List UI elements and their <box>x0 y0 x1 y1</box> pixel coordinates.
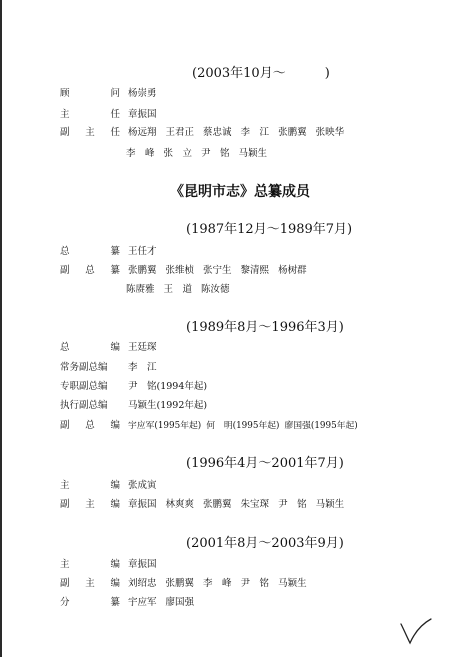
handwritten-check-mark <box>398 616 434 646</box>
role-label: 总 编 <box>60 342 120 353</box>
name-list: 张成寅 <box>128 480 157 491</box>
role-label: 副 主 任 <box>60 127 120 138</box>
name-list: 尹 铭(1994年起) <box>128 381 208 392</box>
name-list: 宇应军(1995年起) 何 明(1995年起) 廖国强(1995年起) <box>128 421 358 431</box>
role-label: 分 纂 <box>60 597 120 608</box>
role-label: 主 编 <box>60 480 120 491</box>
role-label: 副 总 纂 <box>60 265 120 276</box>
role-label: 主 任 <box>60 109 120 120</box>
role-label: 副 总 编 <box>60 420 120 431</box>
role-label: 专职副总编 <box>60 381 108 392</box>
page-edge <box>0 0 2 657</box>
name-list-continued: 李 峰 张 立 尹 铭 马颖生 <box>126 148 268 159</box>
period-1996-2001: (1996年4月～2001年7月) <box>186 456 344 471</box>
role-label: 顾 问 <box>60 88 120 99</box>
name-list: 杨崇勇 <box>128 88 157 99</box>
name-list: 章振国 <box>128 109 157 120</box>
role-label: 副 主 编 <box>60 578 120 589</box>
name-list: 李 江 <box>128 362 157 373</box>
committee-title: 《昆明市志》总纂成员 <box>170 184 310 200</box>
name-list: 宇应军 廖国强 <box>128 597 195 608</box>
name-list: 张鹏翼 张维桢 张宁生 黎清熙 杨树群 <box>128 265 307 276</box>
period-1989-1996: (1989年8月～1996年3月) <box>186 320 344 335</box>
role-label: 主 编 <box>60 559 120 570</box>
period-2001-2003: (2001年8月～2003年9月) <box>186 536 344 551</box>
name-list: 王任才 <box>128 246 157 257</box>
name-list: 刘绍忠 张鹏翼 李 峰 尹 铭 马颖生 <box>128 578 307 589</box>
role-label: 副 主 编 <box>60 499 120 510</box>
period-current: (2003年10月～ ) <box>192 66 330 81</box>
name-list: 章振国 <box>128 559 157 570</box>
period-1987-1989: (1987年12月～1989年7月) <box>186 222 353 237</box>
role-label: 执行副总编 <box>60 400 108 411</box>
name-list: 马颖生(1992年起) <box>128 400 208 411</box>
name-list-continued: 陈赓雅 王 道 陈汝德 <box>126 284 230 295</box>
role-label: 总 纂 <box>60 246 120 257</box>
name-list: 章振国 林爽爽 张鹏翼 朱宝琛 尹 铭 马颖生 <box>128 499 345 510</box>
role-label: 常务副总编 <box>60 362 108 373</box>
name-list: 王廷琛 <box>128 342 157 353</box>
name-list: 杨远翔 王君正 蔡忠诚 李 江 张鹏翼 张映华 <box>128 127 345 138</box>
